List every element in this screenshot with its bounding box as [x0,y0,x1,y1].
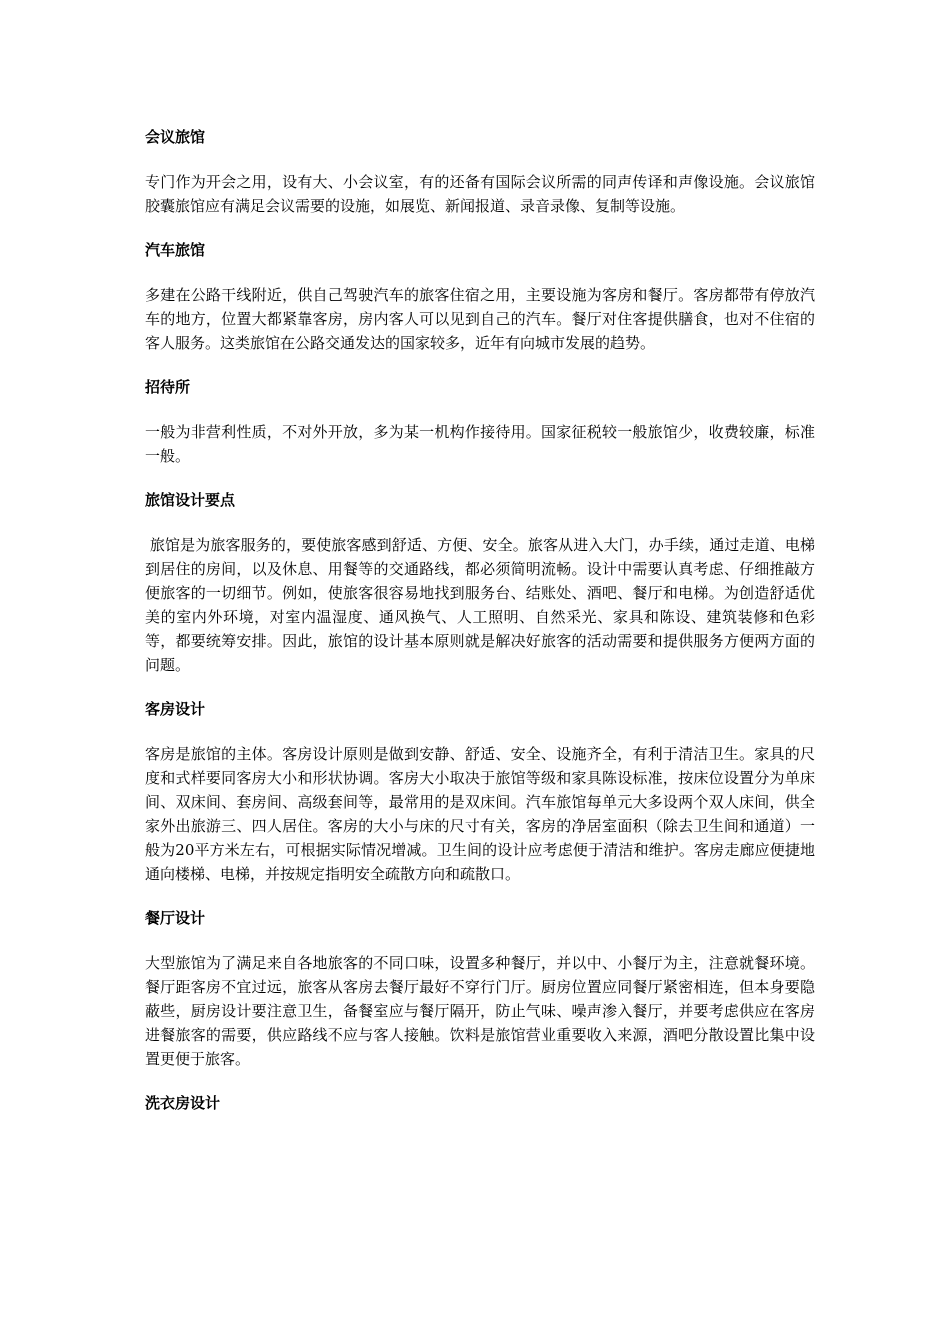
section-heading-guest-room: 客房设计 [145,700,206,718]
section-heading-laundry: 洗衣房设计 [145,1094,221,1112]
section-heading-restaurant: 餐厅设计 [145,909,206,927]
section-body-restaurant: 大型旅馆为了满足来自各地旅客的不同口味，设置多种餐厅，并以中、小餐厅为主，注意就餐环境。餐厅距客房不宜过远，旅客从客房去餐厅最好不穿行门厅。厨房位置应同餐厅紧密相连，但本身要隐蔽些，厨房设计要注意卫生，备餐室应与餐厅隔开，防止气味、噪声渗入餐厅，并要考虑供应在客房进餐旅客的需要，供应路线不应与客人接触。饮料是旅馆营业重要收入来源，酒吧分散设置比集中设置更便于旅客。 [145,954,815,1068]
section-body-design-points: 旅馆是为旅客服务的，要使旅客感到舒适、方便、安全。旅客从进入大门，办手续，通过走道、电梯到居住的房间，以及休息、用餐等的交通路线，都必须简明流畅。设计中需要认真考虑、仔细推敲方便旅客的一切细节。例如，使旅客很容易地找到服务台、结账处、酒吧、餐厅和电梯。为创造舒适优美的室内外环境，对室内温湿度、通风换气、人工照明、自然采光、家具和陈设、建筑装修和色彩等，都要统筹安排。因此，旅馆的设计基本原则就是解决好旅客的活动需要和提供服务方便两方面的问题。 [145,536,815,674]
section-body-guest-room: 客房是旅馆的主体。客房设计原则是做到安静、舒适、安全、设施齐全，有利于清洁卫生。家具的尺度和式样要同客房大小和形状协调。客房大小取决于旅馆等级和家具陈设标准，按床位设置分为单床间、双床间、套房间、高级套间等，最常用的是双床间。汽车旅馆每单元大多设两个双人床间，供全家外出旅游三、四人居住。客房的大小与床的尺寸有关，客房的净居室面积（除去卫生间和通道）一般为20平方米左右，可根据实际情况增减。卫生间的设计应考虑便于清洁和维护。客房走廊应便捷地通向楼梯、电梯，并按规定指明安全疏散方向和疏散口。 [145,745,815,883]
section-heading-guesthouse: 招待所 [145,378,191,396]
section-heading-conference-hotel: 会议旅馆 [145,128,206,146]
section-body-conference-hotel: 专门作为开会之用，设有大、小会议室，有的还备有国际会议所需的同声传译和声像设施。会议旅馆 胶囊旅馆应有满足会议需要的设施，如展览、新闻报道、录音录像、复制等设施。 [145,173,835,215]
section-body-guesthouse: 一般为非营利性质，不对外开放，多为某一机构作接待用。国家征税较一般旅馆少，收费较廉，标准一般。 [145,423,815,465]
section-heading-design-points: 旅馆设计要点 [145,491,236,509]
document-page [145,126,835,1136]
section-heading-motel: 汽车旅馆 [145,241,206,259]
section-body-motel: 多建在公路干线附近，供自己驾驶汽车的旅客住宿之用，主要设施为客房和餐厅。客房都带有停放汽车的地方，位置大都紧靠客房，房内客人可以见到自己的汽车。餐厅对住客提供膳食，也对不住宿的客人服务。这类旅馆在公路交通发达的国家较多，近年有向城市发展的趋势。 [145,286,815,352]
